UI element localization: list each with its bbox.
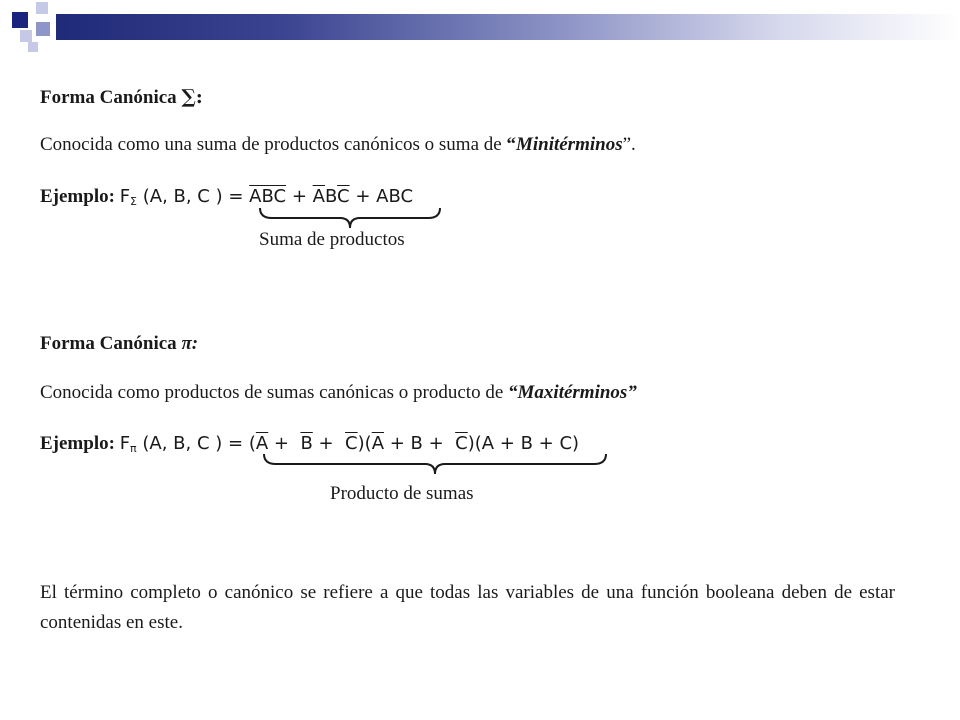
section1-heading: Forma Canónica ∑: — [40, 86, 203, 108]
minterm-3: ABC — [376, 186, 414, 207]
maxterm-1: $(\overline{A} + \overline{B} + \overline{C})$ — [248, 433, 365, 454]
pi-symbol: π: — [181, 333, 199, 354]
section2-example: Ejemplo: $F_\pi$ (A, B, C ) = $(\overline{A} + \overline{B} + \overline{C})(\overline{A} + B + \overline{C})(A + B + C)$ — [40, 433, 580, 455]
section1-description: Conocida como una suma de productos canónicos o suma de “Minitérminos”. — [40, 134, 636, 155]
header-square-light — [36, 2, 48, 14]
brace-label-sum: Suma de productos — [259, 229, 405, 250]
header-square-mid — [36, 22, 50, 36]
section2-description: Conocida como productos de sumas canónicas o producto de “Maxitérminos” — [40, 382, 637, 403]
sigma-symbol: ∑: — [181, 86, 203, 108]
function-name: $F_\Sigma$ (A, B, C ) = $\overline{ABC} + \overline{A}B\overline{C}$ + ABC — [119, 186, 414, 208]
maxterm-3: (A + B + C) — [474, 433, 580, 454]
underbrace-product — [262, 452, 608, 478]
header-gradient-bar — [56, 14, 960, 40]
minterm-2: $\overline{A}B\overline{C}$ — [312, 186, 350, 207]
closing-paragraph: El término completo o canónico se refiere a que todas las variables de una función booleana deben de estar contenidas en este. — [40, 582, 895, 633]
brace-label-product: Producto de sumas — [330, 483, 474, 504]
header-square-light — [20, 30, 32, 42]
section2-heading: Forma Canónica π: — [40, 333, 199, 354]
maxterm-2: $(\overline{A} + B + \overline{C})$ — [364, 433, 475, 454]
minterm-1: $\overline{ABC}$ — [249, 186, 287, 207]
section1-example: Ejemplo: $F_\Sigma$ (A, B, C ) = $\overline{ABC} + \overline{A}B\overline{C}$ + ABC — [40, 186, 414, 208]
function-name: $F_\pi$ (A, B, C ) = $(\overline{A} + \overline{B} + \overline{C})(\overline{A} + B + \overline{C})(A + B + C)$ — [119, 433, 580, 455]
header-square-dark — [12, 12, 28, 28]
header-square-light — [28, 42, 38, 52]
